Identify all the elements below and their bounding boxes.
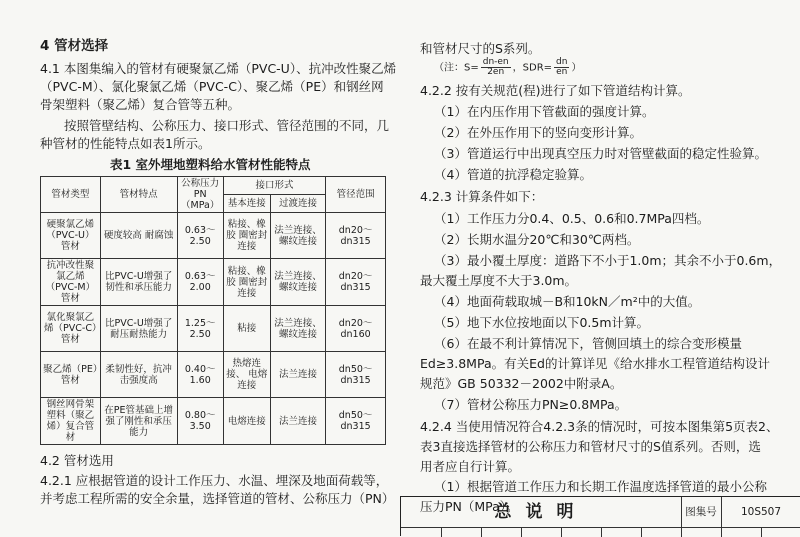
list-item: （5）地下水位按地面以下0.5m计算。 xyxy=(434,315,650,330)
note-prefix: （注：S= xyxy=(434,62,479,74)
drawing-title: 总说明 xyxy=(401,497,682,527)
list-item: （1）工作压力分0.4、0.5、0.6和0.7MPa四档。 xyxy=(434,211,710,226)
paragraph-line: 用者应自行计算。 xyxy=(420,459,521,474)
paragraph-line: 4.1 本图集编入的管材有硬聚氯乙烯（PVC-U）、抗冲改性聚乙烯 xyxy=(40,61,397,76)
paragraph-line: 骨架塑料（聚乙烯）复合管等五种。 xyxy=(40,97,241,112)
atlas-number: 10S507 xyxy=(740,506,782,518)
cell-type: 氯化聚氯乙烯（PVC-C）管材 xyxy=(41,306,101,352)
cell-joint-main: 热熔连接、 电熔连接 xyxy=(223,352,270,398)
cell-type: 聚乙烯（PE）管材 xyxy=(41,352,101,398)
paragraph-line: 并考虑工程所需的安全余量，选择管道的管材、公称压力（PN） xyxy=(40,491,395,506)
fraction-s xyxy=(481,58,511,77)
cell-range: dn20～dn315 xyxy=(326,259,386,306)
cell-type: 钢丝网骨架塑料（聚乙烯）复合管材 xyxy=(41,398,101,445)
cell-type: 抗冲改性聚氯乙烯（PVC-M）管材 xyxy=(41,259,101,306)
header-joint-main: 基本连接 xyxy=(223,195,270,213)
list-item: （6）在最不利计算情况下，管侧回填土的综合变形模量 xyxy=(434,336,742,351)
cell-pressure: 0.63～2.00 xyxy=(177,259,223,306)
cell-type: 硬聚氯乙烯（PVC-U）管材 xyxy=(41,213,101,259)
table-title: 表1 室外埋地塑料给水管材性能特点 xyxy=(110,157,311,172)
list-item: （3）管道运行中出现真空压力时对管壁截面的稳定性验算。 xyxy=(434,146,767,161)
cell-feature: 柔韧性好，抗冲 击强度高 xyxy=(100,352,177,398)
cell-pressure: 0.40～1.60 xyxy=(177,352,223,398)
cell-joint-main: 粘接 xyxy=(223,306,270,352)
paragraph-line: （PVC-M）、氯化聚氯乙烯（PVC-C）、聚乙烯（PE）和钢丝网 xyxy=(40,79,384,94)
paragraph-line: 4.2.1 应根据管道的设计工作压力、水温、埋深及地面荷载等， xyxy=(40,473,389,488)
subsection-heading: 4.2 管材选用 xyxy=(40,453,114,468)
list-item-continued: 规范》GB 50332－2002中附录A。 xyxy=(420,376,623,391)
pipe-performance-table xyxy=(40,176,386,445)
paragraph-line: 和管材尺寸的S系列。 xyxy=(420,41,541,56)
paragraph-line: 表3直接选择管材的公称压力和管材尺寸的S值系列。否则，选 xyxy=(420,439,761,454)
cell-pressure: 0.80～3.50 xyxy=(177,398,223,445)
formula-note xyxy=(434,58,581,77)
section-heading: 4 管材选择 xyxy=(40,38,109,54)
table-row xyxy=(41,213,386,259)
list-item: （1）根据管道工作压力和长期工作温度选择管道的最小公称 xyxy=(434,479,767,494)
header-type: 管材类型 xyxy=(41,177,101,213)
cell-range: dn50～dn315 xyxy=(326,398,386,445)
cell-joint-trans: 法兰连接 xyxy=(270,398,325,445)
cell-range: dn20～dn315 xyxy=(326,213,386,259)
cell-joint-main: 粘接、橡胶 圈密封连接 xyxy=(223,213,270,259)
table-row xyxy=(41,398,386,445)
table-row xyxy=(41,352,386,398)
cell-feature: 在PE管基础上增 强了刚性和承压 能力 xyxy=(100,398,177,445)
fraction-sdr xyxy=(554,58,569,77)
list-item-continued: Ed≥3.8MPa。有关Ed的计算详见《给水排水工程管道结构设计 xyxy=(420,356,770,371)
list-item: （1）在内压作用下管截面的强度计算。 xyxy=(434,104,655,119)
paragraph-line: 4.2.4 当使用情况符合4.2.3条的情况时，可按本图集第5页表2、 xyxy=(420,419,779,434)
subsection-heading: 4.2.2 按有关规范(程)进行了如下管道结构计算。 xyxy=(420,83,691,98)
cell-pressure: 0.63～2.50 xyxy=(177,213,223,259)
list-item-continued: 压力PN（MPa）。 xyxy=(420,499,519,514)
fraction-numerator: dn-en xyxy=(482,57,509,67)
header-joint: 接口形式 xyxy=(223,177,325,195)
atlas-number-label: 图集号 xyxy=(681,497,722,527)
list-item: （4）地面荷载取城－B和10kN／m²中的大值。 xyxy=(434,294,701,309)
signature-row xyxy=(401,527,800,537)
cell-feature: 硬度较高 耐腐蚀 xyxy=(100,213,177,259)
cell-joint-trans: 法兰连接、 螺纹连接 xyxy=(270,213,325,259)
cell-range: dn20～dn160 xyxy=(326,306,386,352)
fraction-denominator: 2en xyxy=(487,67,505,77)
paragraph-line: 种管材的性能特点如表1所示。 xyxy=(40,136,211,151)
note-suffix: ） xyxy=(571,62,582,74)
paragraph-line: 按照管壁结构、公称压力、接口形式、管径范围的不同，几 xyxy=(64,118,390,133)
header-range: 管径范围 xyxy=(326,177,386,213)
cell-joint-main: 电熔连接 xyxy=(223,398,270,445)
subsection-heading: 4.2.3 计算条件如下： xyxy=(420,189,544,204)
list-item: （2）长期水温分20℃和30℃两档。 xyxy=(434,232,640,247)
fraction-denominator: en xyxy=(556,67,568,77)
header-pressure: 公称压力 PN（MPa） xyxy=(177,177,223,213)
list-item: （2）在外压作用下的竖向变形计算。 xyxy=(434,125,642,140)
note-mid: ，SDR= xyxy=(512,62,553,74)
fraction-numerator: dn xyxy=(556,57,568,67)
list-item-continued: 最大覆土厚度不大于3.0m。 xyxy=(420,273,578,288)
cell-joint-trans: 法兰连接、 螺纹连接 xyxy=(270,306,325,352)
cell-pressure: 1.25～2.50 xyxy=(177,306,223,352)
drawing-title-block xyxy=(400,496,800,536)
table-row xyxy=(41,259,386,306)
cell-joint-main: 粘接、橡胶 圈密封连接 xyxy=(223,259,270,306)
table-row xyxy=(41,306,386,352)
header-feature: 管材特点 xyxy=(100,177,177,213)
cell-feature: 比PVC-U增强了 耐压耐热能力 xyxy=(100,306,177,352)
cell-joint-trans: 法兰连接、 螺纹连接 xyxy=(270,259,325,306)
cell-range: dn50～dn315 xyxy=(326,352,386,398)
header-joint-trans: 过渡连接 xyxy=(270,195,325,213)
list-item: （7）管材公称压力PN≥0.8MPa。 xyxy=(434,397,628,412)
cell-feature: 比PVC-U增强了 韧性和承压能力 xyxy=(100,259,177,306)
list-item: （3）最小覆土厚度：道路下不小于1.0m；其余不小于0.6m， xyxy=(434,253,782,268)
list-item: （4）管道的抗浮稳定验算。 xyxy=(434,167,592,182)
cell-joint-trans: 法兰连接 xyxy=(270,352,325,398)
